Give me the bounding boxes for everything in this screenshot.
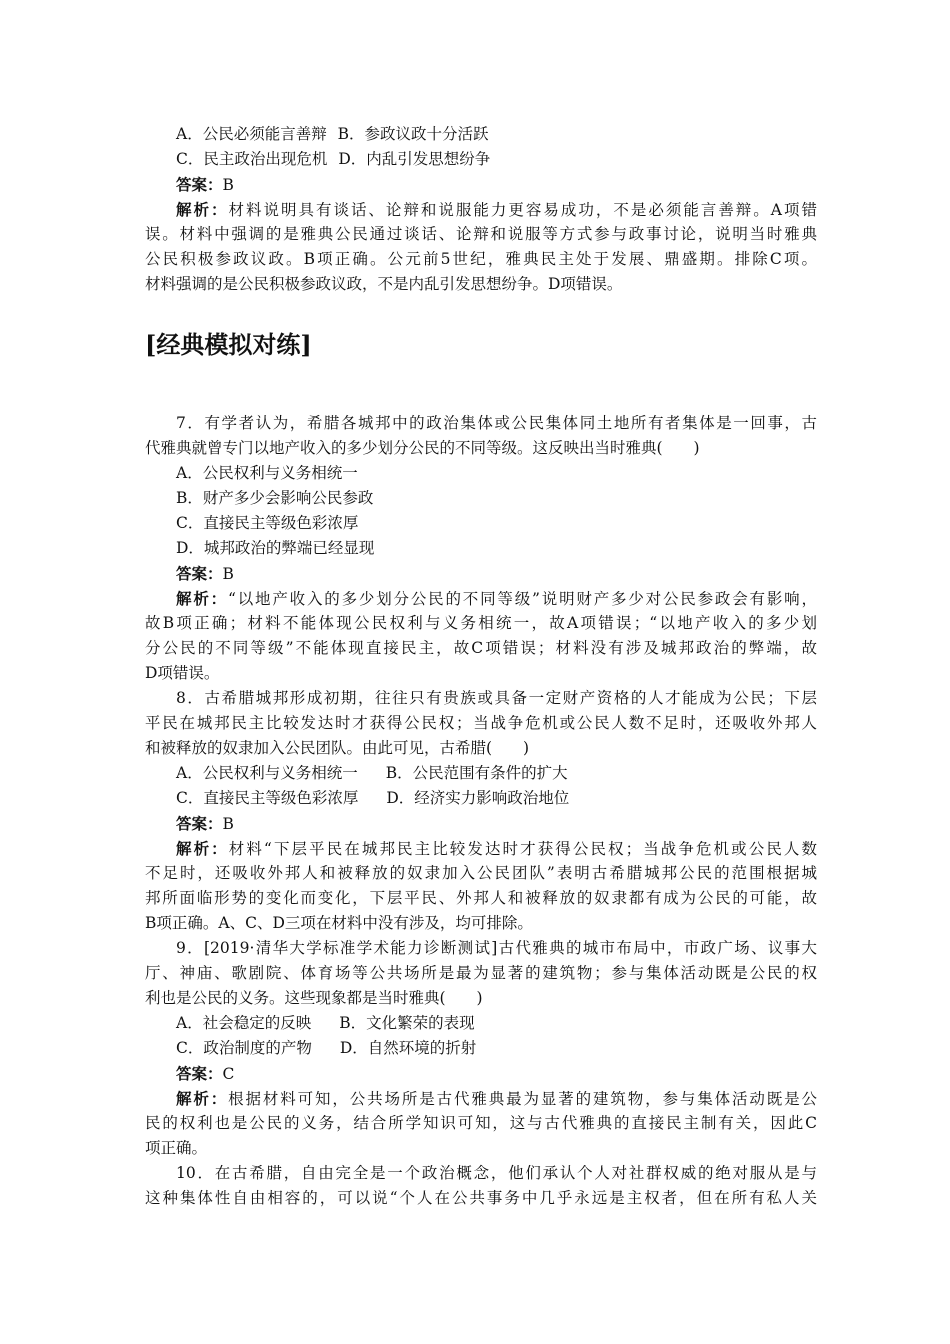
q6-answer-value: B	[222, 176, 234, 194]
q9-analysis-line-2: 民的权利也是公民的义务，结合所学知识可知，这与古代雅典的直接民主制有关，因此C	[145, 1114, 817, 1132]
q6-analysis-line-2: 误。材料中强调的是雅典公民通过谈话、论辩和说服等方式参与政事讨论，说明当时雅典	[145, 225, 817, 243]
q8-analysis-line-1	[145, 836, 817, 861]
q7-answer-value: B	[222, 565, 234, 583]
q6-option-a: A．公民必须能言善辩	[176, 125, 327, 143]
q7-analysis-line-3: 分公民的不同等级”不能体现直接民主，故C项错误；材料没有涉及城邦政治的弊端，故	[145, 639, 817, 657]
q6-analysis-line-1	[145, 197, 817, 222]
q9-analysis-text-1: 根据材料可知，公共场所是古代雅典最为显著的建筑物，参与集体活动既是公	[228, 1090, 817, 1108]
q9-stem-line-3: 利也是公民的义务。这些现象都是当时雅典( )	[145, 989, 483, 1007]
q10-stem-line-2: 这种集体性自由相容的，可以说“个人在公共事务中几乎永远是主权者，但在所有私人关	[145, 1189, 817, 1207]
q6-options-row-1	[145, 122, 817, 147]
q7-option-d: D．城邦政治的弊端已经显现	[176, 539, 375, 557]
q9-analysis-label: 解析：	[176, 1089, 229, 1108]
q8-answer-label: 答案：	[176, 814, 223, 833]
q7-analysis-line-4: D项错误。	[145, 664, 220, 682]
q7-analysis-text-1: “以地产收入的多少划分公民的不同等级”说明财产多少对公民参政会有影响，	[227, 590, 817, 608]
q7-analysis-label: 解析：	[176, 589, 228, 608]
q8-answer	[145, 811, 817, 836]
q8-options-row-2	[145, 786, 817, 811]
section-heading: [经典模拟对练]	[145, 330, 312, 359]
q8-option-a: A．公民权利与义务相统一	[176, 764, 358, 782]
q9-answer-value: C	[222, 1065, 235, 1083]
q7-stem-line-1: 7．有学者认为，希腊各城邦中的政治集体或公民集体同土地所有者集体是一回事，古	[176, 414, 817, 432]
q8-analysis-line-3: 邦所面临形势的变化而变化，下层平民、外邦人和被释放的奴隶都有成为公民的可能，故	[145, 889, 817, 907]
q7-answer	[145, 561, 817, 586]
q7-answer-label: 答案：	[176, 564, 223, 583]
q9-option-d: D．自然环境的折射	[339, 1039, 477, 1057]
q9-answer	[145, 1061, 817, 1086]
q6-option-b: B．参政议政十分活跃	[337, 125, 489, 143]
q10-stem-line-1: 10．在古希腊，自由完全是一个政治概念，他们承认个人对社群权威的绝对服从是与	[176, 1164, 817, 1182]
q9-stem-line-1: 9．[2019·清华大学标准学术能力诊断测试]古代雅典的城市布局中，市政广场、议事大	[176, 939, 817, 957]
q9-option-b: B．文化繁荣的表现	[339, 1014, 475, 1032]
q6-option-d: D．内乱引发思想纷争	[338, 150, 491, 168]
q8-analysis-line-4: B项正确。A、C、D三项在材料中没有涉及，均可排除。	[145, 914, 533, 932]
q6-analysis-label: 解析：	[176, 200, 229, 219]
q8-stem-line-1: 8．古希腊城邦形成初期，往往只有贵族或具备一定财产资格的人才能成为公民；下层	[176, 689, 817, 707]
q6-analysis-text-1: 材料说明具有谈话、论辩和说服能力更容易成功，不是必须能言善辩。A项错	[228, 201, 817, 219]
q6-option-c: C．民主政治出现危机	[176, 150, 328, 168]
q8-analysis-label: 解析：	[176, 839, 229, 858]
q8-analysis-text-1: 材料“下层平民在城邦民主比较发达时才获得公民权；当战争危机或公民人数	[228, 840, 817, 858]
q7-stem-line-2: 代雅典就曾专门以地产收入的多少划分公民的不同等级。这反映出当时雅典( )	[145, 439, 700, 457]
q7-analysis-line-1	[145, 586, 817, 611]
document-body	[145, 122, 817, 1211]
q7-analysis-line-2: 故B项正确；材料不能体现公民权利与义务相统一，故A项错误；“以地产收入的多少划	[145, 614, 817, 632]
q7-option-b: B．财产多少会影响公民参政	[176, 489, 374, 507]
q9-options-row-2	[145, 1036, 817, 1061]
q6-analysis-line-4: 材料强调的是公民积极参政议政，不是内乱引发思想纷争。D项错误。	[145, 275, 623, 293]
q9-analysis-line-3: 项正确。	[145, 1139, 208, 1157]
q6-options-row-2	[145, 147, 817, 172]
q6-analysis-line-3: 公民积极参政议政。B项正确。公元前5世纪，雅典民主处于发展、鼎盛期。排除C项。	[145, 250, 817, 268]
q9-options-row-1	[145, 1011, 817, 1036]
q7-option-a: A．公民权利与义务相统一	[176, 464, 358, 482]
q9-option-a: A．社会稳定的反映	[176, 1014, 312, 1032]
q6-answer	[145, 172, 817, 197]
q8-option-d: D．经济实力影响政治地位	[386, 789, 570, 807]
q9-answer-label: 答案：	[176, 1064, 223, 1083]
q8-stem-line-3: 和被释放的奴隶加入公民团队。由此可见，古希腊( )	[145, 739, 530, 757]
q8-analysis-line-2: 不足时，还吸收外邦人和被释放的奴隶加入公民团队”表明古希腊城邦公民的范围根据城	[145, 864, 817, 882]
q9-option-c: C．政治制度的产物	[176, 1039, 312, 1057]
q8-option-c: C．直接民主等级色彩浓厚	[176, 789, 359, 807]
q9-analysis-line-1	[145, 1086, 817, 1111]
q9-stem-line-2: 厅、神庙、歌剧院、体育场等公共场所是最为显著的建筑物；参与集体活动既是公民的权	[145, 964, 817, 982]
q8-stem-line-2: 平民在城邦民主比较发达时才获得公民权；当战争危机或公民人数不足时，还吸收外邦人	[145, 714, 817, 732]
q6-answer-label: 答案：	[176, 175, 223, 194]
q8-answer-value: B	[222, 815, 234, 833]
q8-option-b: B．公民范围有条件的扩大	[385, 764, 568, 782]
q8-options-row-1	[145, 761, 817, 786]
q7-option-c: C．直接民主等级色彩浓厚	[176, 514, 359, 532]
